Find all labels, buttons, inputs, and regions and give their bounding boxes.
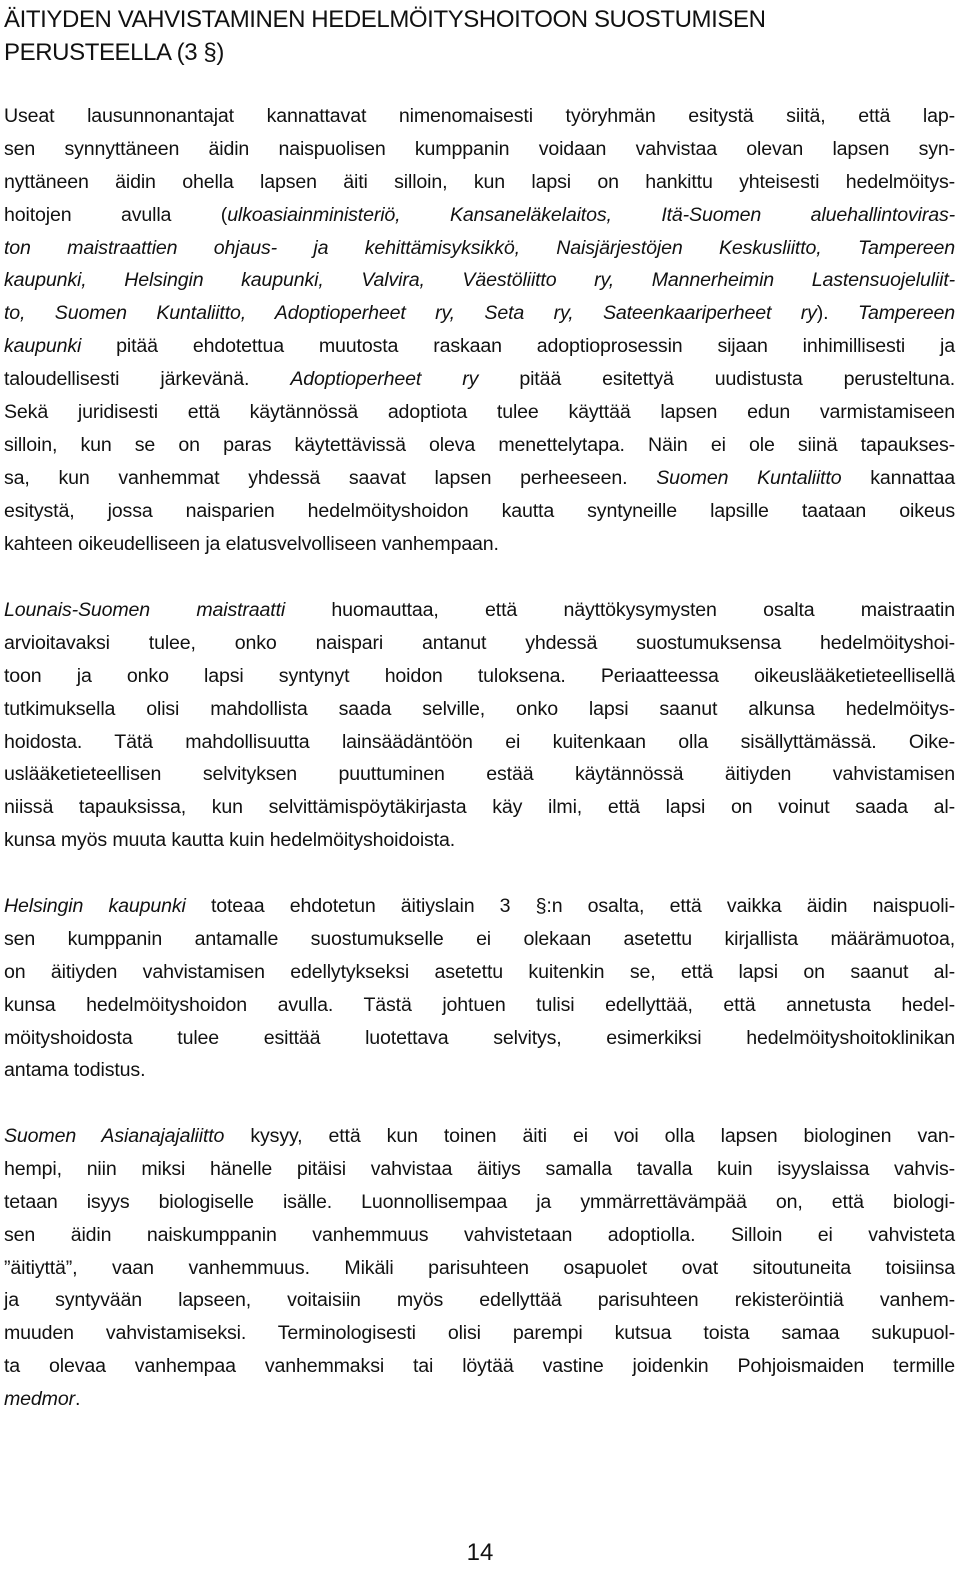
text-run: möityshoidosta tulee esittää luotettava selvitys, esimerkiksi hedelmöityshoitoklinikan xyxy=(4,1026,955,1049)
text-line xyxy=(4,330,955,363)
text-run: muuden vahvistamiseksi. Terminologisesti olisi parempi kutsua toista samaa sukupuol- xyxy=(4,1322,955,1345)
text-line xyxy=(4,1284,955,1317)
italic-text: Suomen Asianajajaliitto xyxy=(4,1125,225,1147)
text-run: sen synnyttäneen äidin naispuolisen kumppanin voidaan vahvistaa olevan lapsen syn- xyxy=(4,137,955,160)
text-line xyxy=(4,232,955,265)
text-run: hempi, niin miksi hänelle pitäisi vahvistaa äitiys samalla tavalla kuin isyyslaissa vahvis- xyxy=(4,1157,955,1180)
text-run: toon ja onko lapsi syntynyt hoidon tuloksena. Periaatteessa oikeuslääketieteellisellä xyxy=(4,664,955,687)
text-run: sa, kun vanhemmat yhdessä saavat lapsen perheeseen. xyxy=(4,466,657,489)
text-line xyxy=(4,1186,955,1219)
text-run: Useat lausunnonantajat kannattavat nimenomaisesti työryhmän esitystä siitä, että lap- xyxy=(4,105,955,127)
text-line xyxy=(4,1054,955,1087)
text-line xyxy=(4,133,955,166)
section-heading xyxy=(4,4,904,70)
text-line xyxy=(4,297,955,330)
italic-text: medmor xyxy=(4,1388,75,1411)
text-run: kunsa myös muuta kautta kuin hedelmöityshoidoista. xyxy=(4,829,456,852)
text-line xyxy=(4,166,955,199)
paragraph-3 xyxy=(4,890,955,1087)
paragraph-2 xyxy=(4,594,955,857)
text-line xyxy=(4,100,955,133)
text-run: kysyy, että kun toinen äiti ei voi olla lapsen biologinen van- xyxy=(224,1125,955,1147)
text-run: nyttäneen äidin ohella lapsen äiti silloin, kun lapsi on hankittu yhteisesti hedelmöitys- xyxy=(4,170,955,193)
text-line xyxy=(4,1219,955,1252)
text-run: toteaa ehdotetun äitiyslain 3 §:n osalta, että vaikka äidin naispuoli- xyxy=(185,895,956,917)
text-run: ”äitiyttä”, vaan vanhemmuus. Mikäli parisuhteen osapuolet ovat sitoutuneita toisiinsa xyxy=(4,1256,955,1279)
text-line xyxy=(4,1022,955,1055)
text-run: esitystä, jossa naisparien hedelmöityshoidon kautta syntyneille lapsille taataan oikeus xyxy=(4,499,955,522)
italic-text: kaupunki, Helsingin kaupunki, Valvira, Väestöliitto ry, Mannerheimin Lastensuojeluliit- xyxy=(4,269,955,292)
italic-text: kaupunki xyxy=(4,335,82,358)
italic-text: Lounais-Suomen maistraatti xyxy=(4,599,286,621)
text-line xyxy=(4,726,955,759)
text-run: on äitiyden vahvistamisen edellytykseksi asetettu kuitenkin se, että lapsi on saanut al- xyxy=(4,960,955,983)
italic-text: ulkoasiainministeriö, Kansaneläkelaitos, Itä-Suomen aluehallintoviras- xyxy=(227,203,955,226)
text-run: ). xyxy=(816,302,858,325)
text-run: sen äidin naiskumppanin vanhemmuus vahvistetaan adoptiolla. Silloin ei vahvisteta xyxy=(4,1223,955,1246)
text-line xyxy=(4,989,955,1022)
text-run: pitää ehdotettua muutosta raskaan adoptioprosessin sijaan inhimillisesti ja xyxy=(81,335,955,358)
text-run: niissä tapauksissa, kun selvittämispöytäkirjasta käy ilmi, että lapsi on voinut saada al- xyxy=(4,796,955,819)
italic-text: ton maistraattien ohjaus- ja kehittämisyksikkö, Naisjärjestöjen Keskusliitto, Tampereen xyxy=(4,236,955,259)
italic-text: Tampereen xyxy=(857,302,956,325)
text-line xyxy=(4,363,955,396)
text-run: tutkimuksella olisi mahdollista saada selville, onko lapsi saanut alkunsa hedelmöitys- xyxy=(4,697,955,720)
text-line xyxy=(4,1120,955,1153)
text-line xyxy=(4,1252,955,1285)
paragraph-1 xyxy=(4,100,955,560)
text-line xyxy=(4,495,955,528)
text-line xyxy=(4,462,955,495)
italic-text: to, Suomen Kuntaliitto, Adoptioperheet ry, Seta ry, Sateenkaariperheet ry xyxy=(4,302,817,325)
text-line xyxy=(4,199,955,232)
text-run: arvioitavaksi tulee, onko naispari antanut yhdessä suostumuksensa hedelmöityshoi- xyxy=(4,631,955,654)
text-line xyxy=(4,429,955,462)
text-run: taloudellisesti järkevänä. xyxy=(4,368,291,391)
text-line xyxy=(4,594,955,627)
text-line xyxy=(4,758,955,791)
page-number: 14 xyxy=(466,1539,494,1566)
text-line xyxy=(4,1153,955,1186)
italic-text: Helsingin kaupunki xyxy=(4,895,186,917)
text-run: tetaan isyys biologiselle isälle. Luonnollisempaa ja ymmärrettävämpää on, että biologi- xyxy=(4,1190,955,1213)
text-run: ja syntyvään lapseen, voitaisiin myös edellyttää parisuhteen rekisteröintiä vanhem- xyxy=(4,1289,955,1312)
text-run: Sekä juridisesti että käytännössä adoptiota tulee käyttää lapsen edun varmistamiseen xyxy=(4,401,955,424)
text-line xyxy=(4,791,955,824)
heading-line: PERUSTEELLA (3 §) xyxy=(4,38,224,66)
text-run: sen kumppanin antamalle suostumukselle ei olekaan asetettu kirjallista määrämuotoa, xyxy=(4,927,955,950)
text-run: kannattaa xyxy=(841,466,956,489)
text-line xyxy=(4,693,955,726)
italic-text: Suomen Kuntaliitto xyxy=(656,466,842,489)
text-run: silloin, kun se on paras käytettävissä oleva menettelytapa. Näin ei ole siinä tapaukses- xyxy=(4,433,955,456)
text-line xyxy=(4,264,955,297)
text-line xyxy=(4,1383,955,1416)
text-line xyxy=(4,824,955,857)
text-line xyxy=(4,890,955,923)
text-line xyxy=(4,923,955,956)
text-run: . xyxy=(74,1388,81,1411)
text-line xyxy=(4,396,955,429)
text-run: uslääketieteellisen selvityksen puuttuminen estää käytännössä äitiyden vahvistamisen xyxy=(4,763,955,786)
text-line xyxy=(4,660,955,693)
text-run: kahteen oikeudelliseen ja elatusvelvolliseen vanhempaan. xyxy=(4,532,499,555)
text-line xyxy=(4,627,955,660)
text-run: ta olevaa vanhempaa vanhemmaksi tai löytää vastine joidenkin Pohjoismaiden termille xyxy=(4,1355,955,1378)
paragraph-4 xyxy=(4,1120,955,1416)
text-line xyxy=(4,1317,955,1350)
heading-line: ÄITIYDEN VAHVISTAMINEN HEDELMÖITYSHOITOON SUOSTUMISEN xyxy=(4,6,766,33)
text-run: kunsa hedelmöityshoidon avulla. Tästä johtuen tulisi edellyttää, että annetusta hedel- xyxy=(4,993,955,1016)
text-run: huomauttaa, että näyttökysymysten osalta maistraatin xyxy=(285,599,955,621)
text-run: hoidosta. Tätä mahdollisuutta lainsäädäntöön ei kuitenkaan olla sisällyttämässä. Oike- xyxy=(4,730,955,753)
text-run: hoitojen avulla ( xyxy=(4,203,228,226)
italic-text: Adoptioperheet ry xyxy=(290,368,479,391)
text-run: antama todistus. xyxy=(4,1059,146,1082)
text-line xyxy=(4,956,955,989)
text-run: pitää esitettyä uudistusta perusteltuna. xyxy=(478,368,955,391)
text-line xyxy=(4,528,955,561)
text-line xyxy=(4,1350,955,1383)
